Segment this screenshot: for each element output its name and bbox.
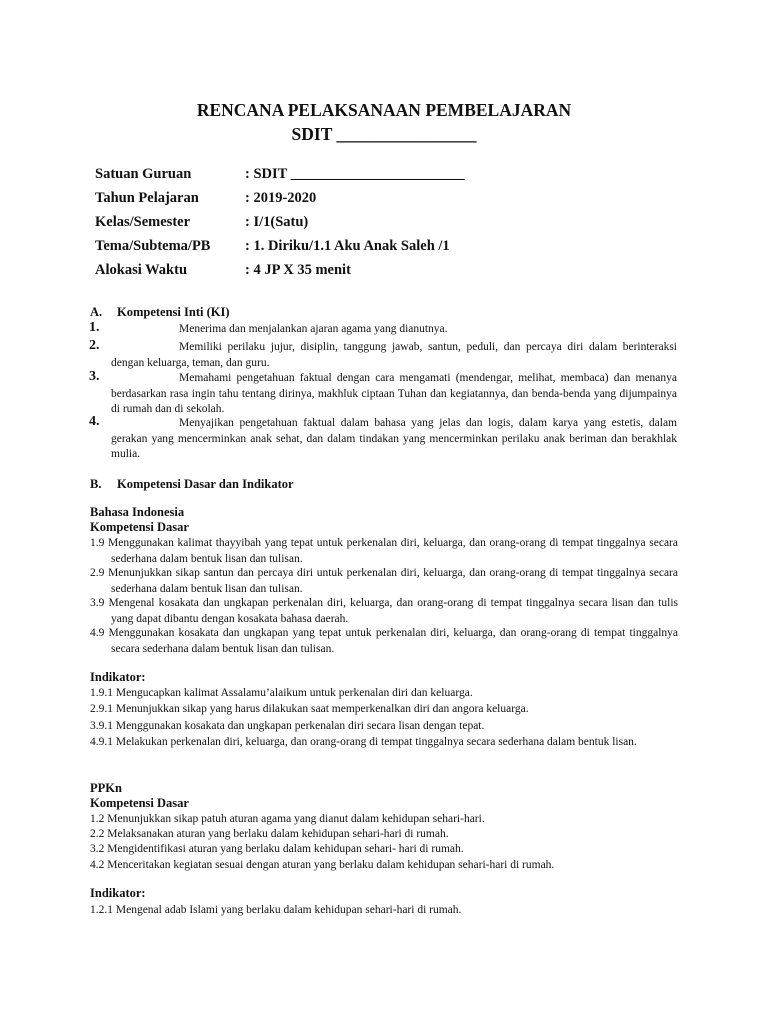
subject-heading-ppkn: PPKn	[90, 781, 122, 795]
kd-item: 2.2 Melaksanakan aturan yang berlaku dalam kehidupan sehari-hari di rumah.	[90, 828, 449, 840]
subject-heading-bahasa: Bahasa Indonesia	[90, 505, 185, 519]
indikator-heading-bahasa: Indikator:	[90, 670, 146, 684]
ki-number: 2.	[89, 338, 100, 353]
ki-item-2: Memiliki perilaku jujur, disiplin, tanggung jawab, santun, peduli, dan percaya diri dalam berinteraksi dengan keluarga, teman, dan guru.	[111, 341, 677, 369]
document-subtitle: SDIT ________________	[291, 124, 477, 144]
indikator-item: 1.9.1 Mengucapkan kalimat Assalamu’alaikum untuk perkenalan diri dan keluarga.	[90, 687, 473, 699]
document-title: RENCANA PELAKSANAAN PEMBELAJARAN	[196, 100, 572, 120]
info-value: : 1. Diriku/1.1 Aku Anak Saleh /1	[245, 238, 450, 254]
info-label: Kelas/Semester	[95, 214, 191, 230]
info-label: Tahun Pelajaran	[95, 190, 199, 206]
ki-number: 3.	[89, 369, 100, 384]
ki-item-4: Menyajikan pengetahuan faktual dalam bahasa yang jelas dan logis, dalam karya yang estetis, dalam gerakan yang mencerminkan anak sehat, dan dalam tindakan yang mencerminkan perilaku anak beriman dan berakhlak mulia.	[111, 417, 677, 460]
kd-item: 4.2 Menceritakan kegiatan sesuai dengan aturan yang berlaku dalam kehidupan sehari-hari di rumah.	[90, 859, 555, 871]
indikator-item: 1.2.1 Mengenal adab Islami yang berlaku dalam kehidupan sehari-hari di rumah.	[90, 904, 462, 916]
info-label: Satuan Guruan	[95, 166, 192, 182]
indikator-item: 4.9.1 Melakukan perkenalan diri, keluarga, dan orang-orang di tempat tinggalnya secara sederhana dalam bentuk lisan.	[90, 736, 637, 748]
indikator-heading-ppkn: Indikator:	[90, 886, 146, 900]
ki-number: 1.	[89, 320, 100, 335]
info-row-kelas	[95, 214, 695, 234]
section-letter: A.	[90, 305, 103, 319]
section-a-heading	[90, 305, 230, 320]
info-value: : I/1(Satu)	[245, 214, 309, 230]
info-label: Tema/Subtema/PB	[95, 238, 211, 254]
ki-number: 4.	[89, 414, 100, 429]
indikator-item: 2.9.1 Menunjukkan sikap yang harus dilakukan saat memperkenalkan diri dan angora keluarga.	[90, 703, 529, 715]
info-value: : SDIT ________________________	[245, 166, 465, 182]
section-title: Kompetensi Inti (KI)	[117, 305, 230, 319]
kd-item: 3.9 Mengenal kosakata dan ungkapan perkenalan diri, keluarga, dan orang-orang di tempat tinggalnya secara lisan dan tulis yang dapat dibantu dengan kosakata bahasa daerah.	[90, 597, 678, 625]
kd-item: 1.9 Menggunakan kalimat thayyibah yang tepat untuk perkenalan diri, keluarga, dan orang-orang di tempat tinggalnya secara sederhana dalam bentuk lisan dan tulisan.	[90, 537, 678, 565]
kd-heading-ppkn: Kompetensi Dasar	[90, 796, 189, 810]
info-row-alokasi	[95, 262, 695, 282]
info-value: : 4 JP X 35 menit	[245, 262, 351, 278]
indikator-item: 3.9.1 Menggunakan kosakata dan ungkapan perkenalan diri secara lisan dengan tepat.	[90, 720, 485, 732]
section-letter: B.	[90, 477, 102, 491]
info-row-satuan	[95, 166, 695, 186]
info-row-tahun	[95, 190, 695, 210]
kd-item: 1.2 Menunjukkan sikap patuh aturan agama yang dianut dalam kehidupan sehari-hari.	[90, 813, 485, 825]
kd-item: 3.2 Mengidentifikasi aturan yang berlaku dalam kehidupan sehari- hari di rumah.	[90, 843, 464, 855]
section-title: Kompetensi Dasar dan Indikator	[117, 477, 294, 491]
ki-item-3: Memahami pengetahuan faktual dengan cara mengamati (mendengar, melihat, membaca) dan menanya berdasarkan rasa ingin tahu tentang dirinya, makhluk ciptaan Tuhan dan kegiatannya, dan benda-benda yang dijumpainya di rumah dan di sekolah.	[111, 372, 677, 415]
info-row-tema	[95, 238, 695, 258]
kd-item: 2.9 Menunjukkan sikap santun dan percaya diri untuk perkenalan diri, keluarga, dan orang-orang di tempat tinggalnya secara sederhana dalam bentuk lisan dan tulisan.	[90, 567, 678, 595]
section-b-heading	[90, 477, 294, 492]
ki-item-1: Menerima dan menjalankan ajaran agama yang dianutnya.	[179, 323, 448, 335]
kd-item: 4.9 Menggunakan kosakata dan ungkapan yang tepat untuk perkenalan diri, keluarga, dan orang-orang di tempat tinggalnya secara sederhana dalam bentuk lisan dan tulisan.	[90, 627, 678, 655]
info-value: : 2019-2020	[245, 190, 317, 206]
kd-heading-bahasa: Kompetensi Dasar	[90, 520, 189, 534]
info-label: Alokasi Waktu	[95, 262, 188, 278]
